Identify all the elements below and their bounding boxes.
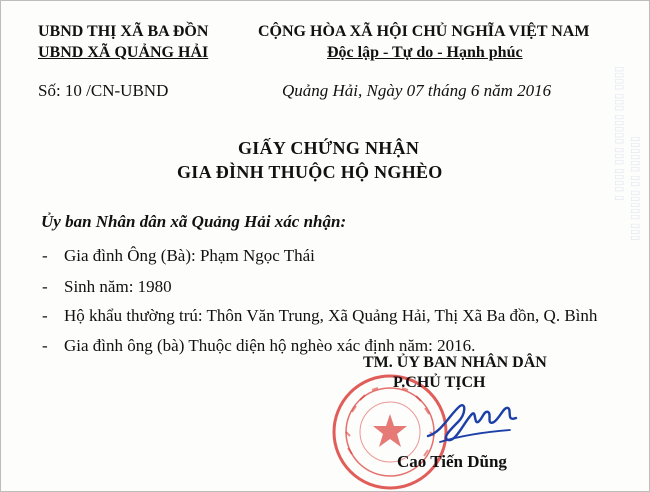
- list-item-text: Sinh năm: 1980: [64, 277, 172, 296]
- signature-position: P.CHỦ TỊCH: [393, 374, 486, 391]
- list-item: - Sinh năm: 1980: [42, 277, 172, 296]
- intro-statement: Ủy ban Nhân dân xã Quảng Hải xác nhận:: [41, 212, 347, 231]
- document-subtitle: GIA ĐÌNH THUỘC HỘ NGHÈO: [177, 162, 443, 182]
- list-item-text: Hộ khẩu thường trú: Thôn Văn Trung, Xã Quảng Hải, Thị Xã Ba đồn, Q. Bình: [64, 306, 598, 325]
- list-item: - Hộ khẩu thường trú: Thôn Văn Trung, Xã Quảng Hải, Thị Xã Ba đồn, Q. Bình: [42, 306, 598, 325]
- national-motto: Độc lập - Tự do - Hạnh phúc: [327, 44, 523, 61]
- signer-name: Cao Tiến Dũng: [397, 452, 507, 471]
- national-title: CỘNG HÒA XÃ HỘI CHỦ NGHĨA VIỆT NAM: [258, 23, 590, 40]
- issuer: UBND XÃ QUẢNG HẢI: [38, 44, 209, 61]
- handwritten-signature-icon: [420, 392, 520, 452]
- bleed-through-text: ▯ ▯▯▯▯ ▯▯▯ ▯▯▯▯▯ ▯▯▯ ▯▯▯▯: [613, 66, 625, 201]
- issuer-parent: UBND THỊ XÃ BA ĐỒN: [38, 23, 209, 40]
- list-item: - Gia đình Ông (Bà): Phạm Ngọc Thái: [42, 246, 315, 265]
- list-item: - Gia đình ông (bà) Thuộc diện hộ nghèo xác định năm: 2016.: [42, 336, 476, 355]
- document-title: GIẤY CHỨNG NHẬN: [238, 138, 420, 158]
- list-item-text: Gia đình Ông (Bà): Phạm Ngọc Thái: [64, 246, 315, 265]
- signature-title: TM. ỦY BAN NHÂN DÂN: [363, 354, 547, 371]
- document-number: Số: 10 /CN-UBND: [38, 81, 169, 100]
- list-item-text: Gia đình ông (bà) Thuộc diện hộ nghèo xác định năm: 2016.: [64, 336, 476, 355]
- place-date: Quảng Hải, Ngày 07 tháng 6 năm 2016: [282, 81, 552, 100]
- bleed-through-text: ▯▯▯ ▯▯▯▯▯ ▯▯ ▯▯▯▯▯▯: [629, 135, 641, 241]
